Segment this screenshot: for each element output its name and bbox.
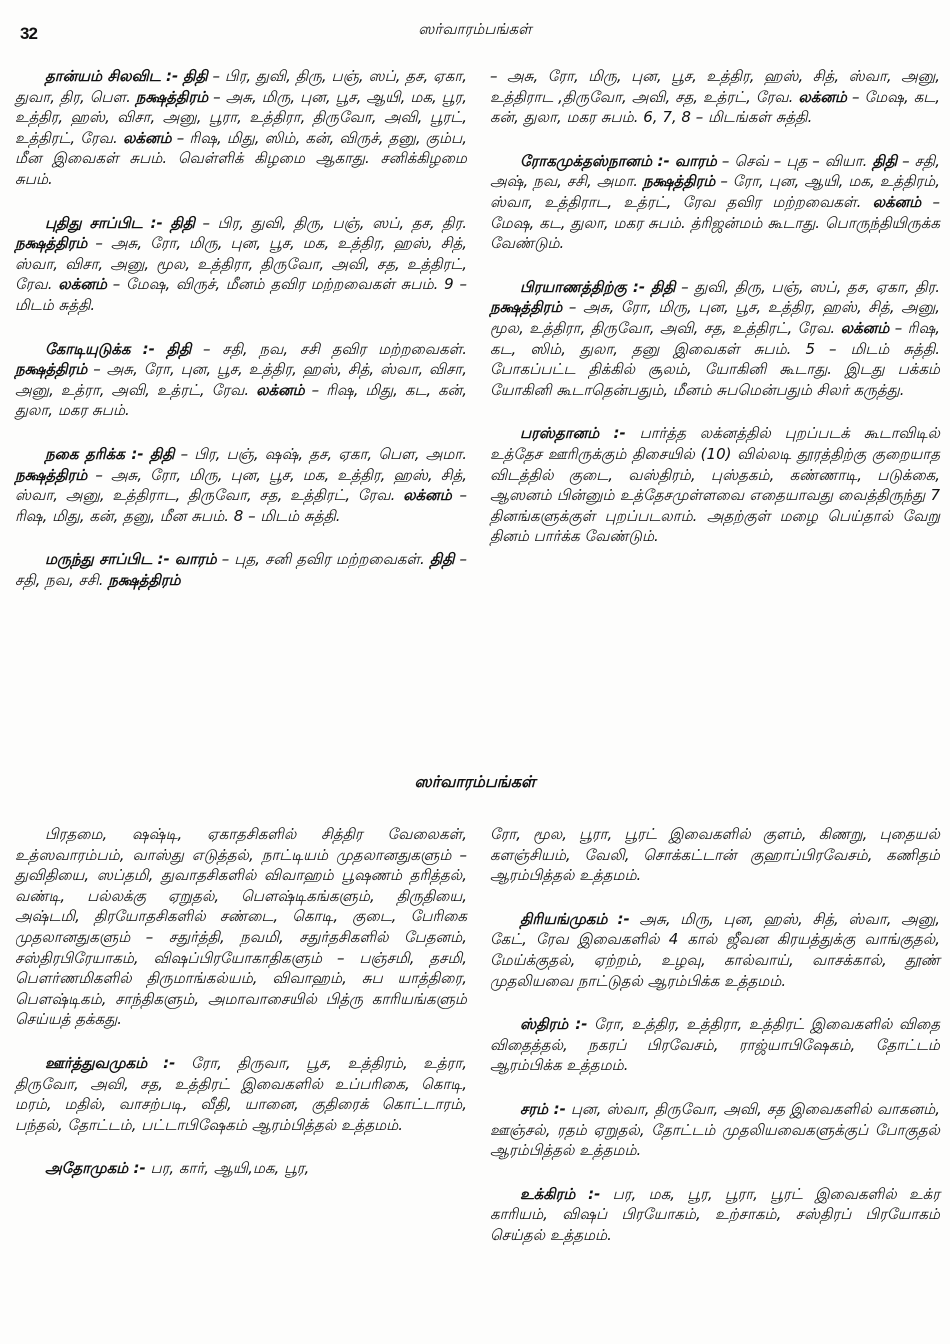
- keyword: நக்ஷத்திரம்: [15, 234, 88, 253]
- paragraph-heading: தான்யம் சிலவிட :-: [45, 67, 179, 85]
- body-text: – ரிஷ, மிது, கன், தனு, மீன சுபம். 8 – மிடம் சுத்தி.: [15, 486, 467, 525]
- paragraph-heading: திரியங்முகம் :-: [520, 909, 630, 928]
- body-text: – சதி, நவ, சசி.: [15, 550, 467, 589]
- body-text: – ரிஷ, கட, ஸிம், துலா, தனு இவைகள் சுபம். 5 – மிடம் சுத்தி. போகப்பட்ட திக்கில் சூலம், யோகினி கூடாது. இடது பக்கம் யோகினி கூடாதென்பதும், மீனம் சுபமென்பதும் சிலர் கருத்து.: [490, 318, 940, 399]
- keyword: திதி: [183, 67, 208, 85]
- body-text: – அசு, ரோ, மிரு, புன, பூச, உத்திர, ஹஸ், சித், அனு, மூல, உத்திரா, திருவோ, அவி, சத, உத்திரட், ரேவ.: [490, 298, 940, 337]
- body-text: – அசு, ரோ, புன, பூச, உத்திர, ஹஸ், சித், ஸ்வா, விசா, அனு, உத்ரா, அவி, உத்ரட், ரேவ.: [15, 360, 467, 399]
- paragraph-heading: நகை தரிக்க :-: [45, 444, 144, 463]
- body-text: – ரிஷ, மிது, ஸிம், கன், விருச், தனு, கும்ப, மீன இவைகள் சுபம். வெள்ளிக் கிழமை ஆகாது. சனிக்கிழமை சுபம்.: [15, 128, 467, 188]
- paragraph: [490, 824, 940, 886]
- body-text: – மேஷ, கட, கன், துலா, மகர சுபம். 6, 7, 8 – மிடங்கள் சுத்தி.: [490, 87, 941, 127]
- paragraph: [15, 1053, 467, 1135]
- paragraph: [15, 66, 467, 190]
- body-text: – மேஷ, கட, துலா, மகர சுபம். த்ரிஜன்மம் கூடாது. பொருந்தியிருக்க வேண்டும்.: [490, 192, 940, 253]
- paragraph: [490, 151, 940, 254]
- body-text: ரோ, உத்திர, உத்திரா, உத்திரட் இவைகளில் விதை விதைத்தல், நகரப் பிரவேசம், ராஜ்யாபிஷேகம், தோட்டம் ஆரம்பிக்க உத்தமம்.: [490, 1015, 940, 1075]
- page-number: 32: [20, 24, 37, 43]
- paragraph-heading: ரோகமுக்தஸ்நானம் :-: [520, 151, 670, 170]
- keyword: நக்ஷத்திரம்: [15, 465, 88, 484]
- keyword: லக்னம்: [403, 486, 452, 505]
- paragraph: [490, 909, 940, 991]
- body-text: பர, மக, பூர, பூரா, பூரட் இவைகளில் உக்ர காரியம், விஷப் பிரயோகம், உற்சாகம், சஸ்திரப் பிரயோகம் செய்தல் உத்தமம்.: [490, 1184, 940, 1244]
- keyword: லக்னம்: [256, 380, 305, 399]
- paragraph: [15, 444, 467, 526]
- keyword: நக்ஷத்திரம்: [15, 360, 88, 379]
- body-text: பிரதமை, ஷஷ்டி, ஏகாதசிகளில் சித்திர வேலைகள், உத்ஸவாரம்பம், வாஸ்து எடுத்தல், நாட்டியம் முதலானதுகளும் – துவிதியை, ஸப்தமி, துவாதசிகளில் விவாஹம் பூஷணம் தரித்தல், வண்டி, பல்லக்கு ஏறுதல், பௌஷ்டிகங்களும், திருதியை, அஷ்டமி, திரயோதசிகளில் சண்டை, கொடி, குடை, பேரிகை முதலானதுகளும் – சதுர்த்தி, நவமி, சதுர்தசிகளில் பேதனம், சஸ்திரபிரேயாகம், விஷப்பிரயோகாதிகளும் – பஞ்சமி, தசமி, பௌர்ணமிகளில் திருமாங்கல்யம், விவாஹம், சுப யாத்திரை, பௌஷ்டிகம், சாந்திகளும், அமாவாசையில் பித்ரு காரியங்களும் செய்யத் தக்கது.: [15, 825, 467, 1029]
- section1-left-column: [15, 66, 467, 613]
- body-text: – அசு, ரோ, மிரு, புன, பூச, மக, உத்திர, ஹஸ், சித், ஸ்வா, அனு, உத்திராட, திருவோ, சத, உத்திரட், ரேவ.: [15, 465, 467, 505]
- keyword: நக்ஷத்திரம்: [135, 87, 209, 106]
- section-title: ஸர்வாரம்பங்கள்: [414, 772, 536, 791]
- keyword: லக்னம்: [122, 128, 172, 147]
- body-text: – பிர, துவி, திரு, பஞ், ஸப், தச, திர.: [194, 213, 467, 232]
- paragraph: [15, 824, 467, 1030]
- keyword: திதி: [650, 277, 676, 296]
- paragraph: [490, 1184, 940, 1246]
- body-text: ரோ, திருவா, பூச, உத்திரம், உத்ரா, திருவோ, அவி, சத, உத்திரட் இவைகளில் உப்பரிகை, கொடி, மரம், மதில், வாசற்படி, வீதி, யானை, குதிரைக் கொட்டாரம், பந்தல், தோட்டம், பட்டாபிஷேகம் ஆரம்பித்தல் உத்தமம்.: [15, 1053, 467, 1134]
- body-text: – புத, சனி தவிர மற்றவைகள்.: [216, 550, 430, 569]
- keyword: நக்ஷத்திரம்: [643, 172, 716, 191]
- keyword: திதி: [170, 213, 195, 232]
- body-text: பார்த்த லக்னத்தில் புறப்படக் கூடாவிடில் உத்தேச ஊரிருக்கும் திசையில் (10) வில்லடி தூரத்திற்கு குறையாத விடத்தில் குடை, வஸ்திரம், புஸ்தகம், கண்ணாடி, படுக்கை, ஆஸனம் பின்னும் உத்தேசமுள்ளவை எதையாவது வைத்திருந்து 7 தினங்களுக்குள் புறப்படலாம். அதற்குள் மழை பெய்தால் வேறு தினம் பார்க்க வேண்டும்.: [490, 424, 940, 546]
- body-text: – ரோ, புன, ஆயி, மக, உத்திரம், ஸ்வா, உத்திராட, உத்ரட், ரேவ தவிர மற்றவைகள்.: [490, 172, 940, 211]
- paragraph-heading: பிரயாணத்திற்கு :-: [520, 277, 646, 296]
- body-text: ரோ, மூல, பூரா, பூரட் இவைகளில் குளம், கிணறு, புதையல் களஞ்சியம், வேலி, சொக்கட்டான் குஹாப்பிரவேசம், கணிதம் ஆரம்பித்தல் உத்தமம்.: [490, 825, 940, 885]
- keyword: திதி: [429, 550, 455, 569]
- section1-right-column: [490, 66, 940, 570]
- keyword: லக்னம்: [872, 192, 922, 211]
- paragraph-heading: ஸ்திரம் :-: [520, 1015, 588, 1034]
- body-text: – பிர, பஞ், ஷஷ், தச, ஏகா, பௌ, அமா.: [174, 444, 467, 463]
- running-title: ஸர்வாரம்பங்கள்: [418, 20, 532, 38]
- paragraph-heading: அதோமுகம் :-: [45, 1159, 146, 1178]
- body-text: புன, ஸ்வா, திருவோ, அவி, சத இவைகளில் வாகனம், ஊஞ்சல், ரதம் ஏறுதல், தோட்டம் முதலியவைகளுக்குப் போகுதல் ஆரம்பித்தல் உத்தமம்.: [490, 1099, 940, 1160]
- keyword: நக்ஷத்திரம்: [108, 570, 181, 589]
- section2-left-column: [15, 824, 467, 1202]
- keyword: லக்னம்: [798, 87, 847, 106]
- paragraph: [490, 1014, 940, 1076]
- paragraph: [15, 549, 467, 590]
- paragraph: [490, 1099, 940, 1161]
- paragraph-heading: பரஸ்தானம் :-: [520, 424, 626, 443]
- paragraph-heading: சரம் :-: [520, 1099, 566, 1118]
- paragraph-heading: புதிது சாப்பிட :-: [45, 213, 163, 232]
- body-text: – செவ் – புத – வியா.: [716, 151, 873, 170]
- paragraph: [15, 1158, 467, 1179]
- body-text: – அசு, மிரு, புன, பூச, ஆயி, மக, பூர, உத்திர, ஹஸ், விசா, அனு, பூரா, உத்திரா, திருவோ, அவி, பூரட், உத்திரட், ரேவ.: [15, 87, 467, 147]
- paragraph: [490, 423, 940, 547]
- body-text: – துவி, திரு, பஞ், ஸப், தச, ஏகா, திர.: [675, 277, 940, 296]
- keyword: வாரம்: [674, 151, 717, 170]
- body-text: – அசு, ரோ, மிரு, புன, பூச, மக, உத்திர, ஹஸ், சித், ஸ்வா, விசா, அனு, மூல, உத்திரா, திருவோ, அவி, சத, உத்திரட், ரேவ.: [15, 234, 467, 294]
- paragraph: [15, 339, 467, 421]
- paragraph: [15, 213, 467, 316]
- keyword: லக்னம்: [840, 318, 890, 337]
- keyword: வாரம்: [174, 550, 217, 569]
- body-text: – சதி, நவ, சசி தவிர மற்றவைகள்.: [191, 339, 468, 358]
- running-head: [0, 18, 950, 48]
- keyword: திதி: [149, 444, 175, 463]
- paragraph-heading: ஊர்த்துவமுகம் :-: [45, 1053, 176, 1072]
- body-text: – ரிஷ, மிது, கட, கன், துலா, மகர சுபம்.: [15, 380, 467, 420]
- paragraph: [490, 277, 940, 401]
- body-text: – அசு, ரோ, மிரு, புன, பூச, உத்திர, ஹஸ், சித், ஸ்வா, அனு, உத்திராட ,திருவோ, அவி, சத, உத்ரட், ரேவ.: [490, 67, 940, 106]
- section2-right-column: [490, 824, 940, 1269]
- body-text: – பிர, துவி, திரு, பஞ், ஸப், தச, ஏகா, துவா, திர, பௌ.: [15, 67, 467, 106]
- keyword: லக்னம்: [58, 275, 107, 294]
- paragraph-heading: கோடியுடுக்க :-: [45, 339, 155, 358]
- paragraph-heading: மருந்து சாப்பிட :-: [45, 550, 170, 569]
- body-text: அசு, மிரு, புன, ஹஸ், சித், ஸ்வா, அனு, கேட், ரேவ இவைகளில் 4 கால் ஜீவன கிரயத்துக்கு வாங்குதல், மேய்க்குதல், ஏற்றம், உழவு, கால்வாய், வாசக்கால், தூண் முதலியவை நாட்டுதல் ஆரம்பிக்க உத்தமம்.: [490, 909, 940, 990]
- keyword: நக்ஷத்திரம்: [490, 298, 563, 317]
- keyword: திதி: [872, 151, 898, 170]
- paragraph-heading: உக்கிரம் :-: [520, 1184, 601, 1203]
- body-text: – மேஷ, விருச், மீனம் தவிர மற்றவைகள் சுபம். 9 – மிடம் சுத்தி.: [15, 275, 467, 314]
- body-text: பர, கார், ஆயி,மக, பூர,: [150, 1159, 310, 1178]
- paragraph: [490, 66, 940, 128]
- keyword: திதி: [166, 339, 192, 358]
- body-text: – சதி, அஷ், நவ, சசி, அமா.: [490, 151, 940, 191]
